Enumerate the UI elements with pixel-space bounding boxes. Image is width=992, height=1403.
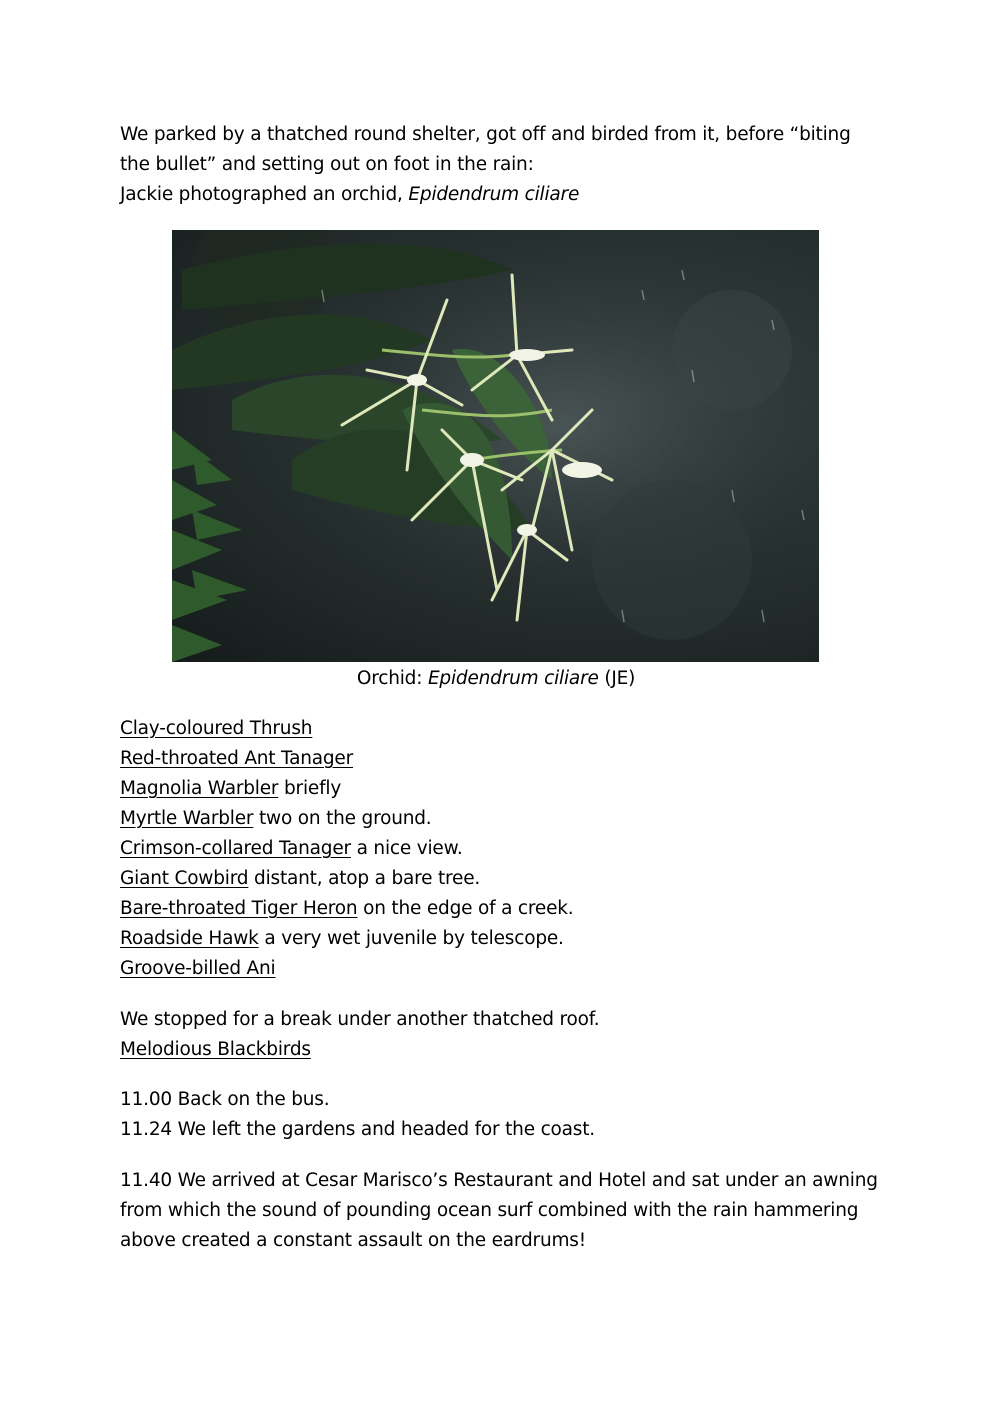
bird-note: a nice view. [350, 838, 463, 859]
intro-line-3-prefix: Jackie photographed an orchid, [120, 184, 409, 205]
list-item [120, 774, 573, 804]
bird-name-link[interactable]: Myrtle Warbler [120, 808, 254, 829]
bird-note: distant, atop a bare tree. [248, 868, 481, 889]
orchid-illustration [172, 230, 819, 662]
times-paragraph [120, 1085, 595, 1145]
bird-note: on the edge of a creek. [357, 898, 574, 919]
bird-name-link[interactable]: Bare-throated Tiger Heron [120, 898, 358, 919]
arrival-line-3: above created a constant assault on the eardrums! [120, 1230, 586, 1251]
intro-line-2: the bullet” and setting out on foot in the rain: [120, 154, 534, 175]
time-entry: 11.00 Back on the bus. [120, 1089, 330, 1110]
bird-name-link[interactable]: Giant Cowbird [120, 868, 249, 889]
intro-line-1: We parked by a thatched round shelter, got off and birded from it, before “biting [120, 124, 851, 145]
intro-paragraph [120, 120, 851, 210]
list-item [120, 744, 573, 774]
bird-name-link[interactable]: Roadside Hawk [120, 928, 259, 949]
break-bird [120, 1035, 599, 1065]
bird-note: a very wet juvenile by telescope. [258, 928, 564, 949]
list-item [120, 954, 573, 984]
bird-note: two on the ground. [253, 808, 432, 829]
bird-list [120, 714, 573, 984]
list-item [120, 894, 573, 924]
list-item [120, 864, 573, 894]
bird-name-link[interactable]: Red-throated Ant Tanager [120, 748, 353, 769]
time-entry: 11.24 We left the gardens and headed for the coast. [120, 1119, 595, 1140]
arrival-line-1: 11.40 We arrived at Cesar Marisco’s Restaurant and Hotel and sat under an awning [120, 1170, 878, 1191]
list-item [120, 714, 573, 744]
species-name-italic: Epidendrum ciliare [408, 184, 580, 205]
caption-credit: (JE) [598, 668, 636, 689]
arrival-paragraph [120, 1166, 878, 1256]
intro-line-3 [120, 180, 851, 210]
caption-species: Epidendrum ciliare [427, 668, 599, 689]
orchid-photo [172, 230, 819, 662]
bird-name-link[interactable]: Crimson-collared Tanager [120, 838, 351, 859]
list-item [120, 804, 573, 834]
caption-prefix: Orchid: [356, 668, 428, 689]
break-text: We stopped for a break under another thatched roof. [120, 1009, 600, 1030]
bird-name-link[interactable]: Melodious Blackbirds [120, 1039, 311, 1060]
break-paragraph [120, 1005, 599, 1065]
bird-name-link[interactable]: Magnolia Warbler [120, 778, 279, 799]
bird-name-link[interactable]: Clay-coloured Thrush [120, 718, 313, 739]
list-item [120, 834, 573, 864]
arrival-line-2: from which the sound of pounding ocean surf combined with the rain hammering [120, 1200, 859, 1221]
bird-name-link[interactable]: Groove-billed Ani [120, 958, 276, 979]
photo-caption [0, 664, 992, 694]
bird-note: briefly [278, 778, 342, 799]
list-item [120, 924, 573, 954]
